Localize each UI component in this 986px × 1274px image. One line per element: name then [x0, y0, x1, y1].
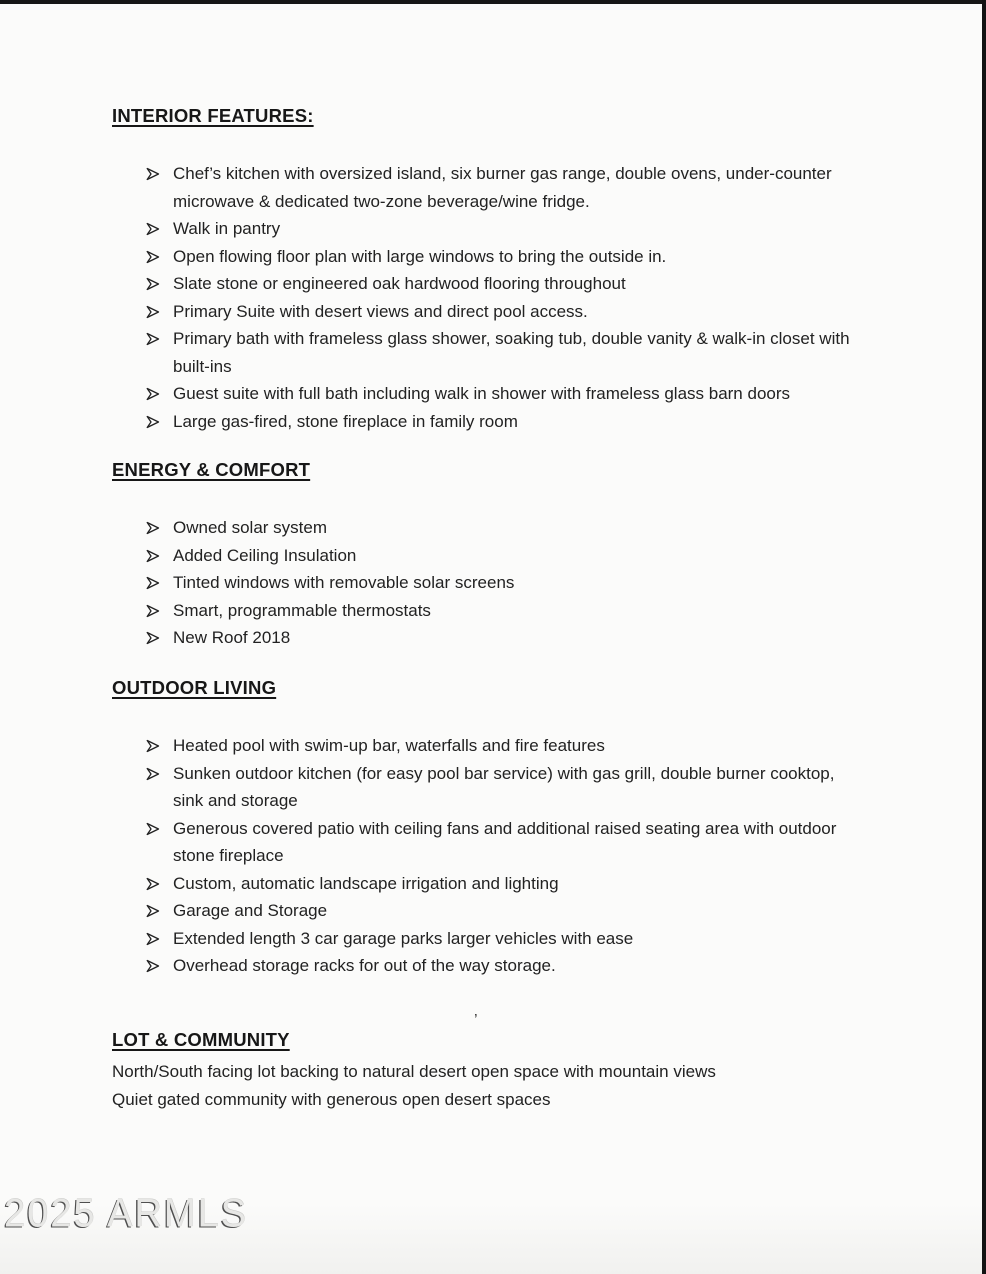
bullet-text: New Roof 2018	[173, 628, 291, 647]
bullet-text: Custom, automatic landscape irrigation and lighting	[173, 873, 559, 893]
bullet-list-outdoor-living	[146, 732, 902, 980]
arrowhead-bullet-icon	[146, 952, 173, 973]
bullet-item	[146, 298, 902, 326]
bullet-text: Tinted windows with removable solar screens	[173, 573, 515, 592]
bullet-list-interior-features	[146, 160, 902, 435]
bullet-item	[146, 925, 902, 953]
bullet-list-energy-comfort	[146, 514, 902, 652]
bullet-item	[146, 380, 902, 408]
bullet-item	[146, 270, 902, 298]
bullet-text: Generous covered patio with ceiling fans and additional raised seating area with outdoor stone fireplace	[173, 818, 837, 865]
arrowhead-bullet-icon	[146, 160, 173, 181]
bullet-text: Walk in pantry	[173, 219, 281, 238]
bullet-item	[146, 870, 902, 898]
paragraph-list-lot-community	[112, 1058, 902, 1113]
bullet-item	[146, 514, 902, 542]
section-heading-outdoor-living: OUTDOOR LIVING	[112, 677, 277, 698]
arrowhead-bullet-icon	[146, 408, 173, 429]
bullet-text: Overhead storage racks for out of the way storage.	[173, 956, 556, 975]
scan-artifact-top-edge	[0, 0, 986, 4]
arrowhead-bullet-icon	[146, 597, 173, 618]
section-energy-comfort	[112, 458, 902, 652]
armls-watermark: 2025 ARMLS	[4, 1192, 248, 1236]
arrowhead-bullet-icon	[146, 298, 173, 319]
bullet-item	[146, 732, 902, 760]
bullet-text: Extended length 3 car garage parks larger vehicles with ease	[173, 928, 634, 948]
section-heading-energy-comfort: ENERGY & COMFORT	[112, 459, 311, 480]
bullet-text: Garage and Storage	[173, 901, 328, 920]
arrowhead-bullet-icon	[146, 542, 173, 563]
arrowhead-bullet-icon	[146, 732, 173, 753]
section-heading-interior-features: INTERIOR FEATURES:	[112, 105, 314, 126]
bullet-text: Smart, programmable thermostats	[173, 600, 431, 620]
section-lot-community	[112, 1028, 902, 1113]
arrowhead-bullet-icon	[146, 569, 173, 590]
bullet-item	[146, 325, 902, 380]
bullet-item	[146, 624, 902, 652]
arrowhead-bullet-icon	[146, 270, 173, 291]
arrowhead-bullet-icon	[146, 897, 173, 918]
arrowhead-bullet-icon	[146, 514, 173, 535]
arrowhead-bullet-icon	[146, 243, 173, 264]
bullet-text: Sunken outdoor kitchen (for easy pool bar service) with gas grill, double burner cooktop, sink and storage	[173, 763, 835, 810]
bullet-text: Open flowing floor plan with large windows to bring the outside in.	[173, 246, 667, 266]
bullet-item	[146, 542, 902, 570]
arrowhead-bullet-icon	[146, 624, 173, 645]
bullet-item	[146, 215, 902, 243]
stray-scan-mark: ’	[474, 1012, 478, 1029]
section-interior-features	[112, 104, 902, 435]
bullet-text: Large gas-fired, stone fireplace in family room	[173, 411, 518, 431]
bullet-item	[146, 160, 902, 215]
bullet-item	[146, 597, 902, 625]
bullet-item	[146, 897, 902, 925]
bullet-item	[146, 760, 902, 815]
bullet-text: Primary bath with frameless glass shower, soaking tub, double vanity & walk-in closet with built-ins	[173, 329, 850, 376]
bullet-item	[146, 952, 902, 980]
arrowhead-bullet-icon	[146, 870, 173, 891]
bullet-item	[146, 569, 902, 597]
bullet-item	[146, 408, 902, 436]
arrowhead-bullet-icon	[146, 380, 173, 401]
arrowhead-bullet-icon	[146, 760, 173, 781]
bullet-text: Slate stone or engineered oak hardwood flooring throughout	[173, 274, 626, 293]
bullet-item	[146, 243, 902, 271]
bullet-text: Guest suite with full bath including walk in shower with frameless glass barn doors	[173, 384, 791, 403]
section-heading-lot-community: LOT & COMMUNITY	[112, 1029, 290, 1050]
bullet-item	[146, 815, 902, 870]
bullet-text: Added Ceiling Insulation	[173, 545, 357, 565]
arrowhead-bullet-icon	[146, 925, 173, 946]
paragraph-text: Quiet gated community with generous open desert spaces	[112, 1089, 551, 1109]
section-outdoor-living	[112, 676, 902, 980]
paragraph-text: North/South facing lot backing to natural desert open space with mountain views	[112, 1062, 716, 1081]
arrowhead-bullet-icon	[146, 325, 173, 346]
bullet-text: Primary Suite with desert views and direct pool access.	[173, 301, 588, 321]
arrowhead-bullet-icon	[146, 815, 173, 836]
bullet-text: Owned solar system	[173, 518, 327, 537]
bullet-text: Heated pool with swim-up bar, waterfalls and fire features	[173, 736, 605, 755]
scan-artifact-right-edge	[982, 0, 986, 1274]
bullet-text: Chef’s kitchen with oversized island, six burner gas range, double ovens, under-counter microwave & dedicated two-zone beverage/wine fridge.	[173, 164, 832, 211]
arrowhead-bullet-icon	[146, 215, 173, 236]
